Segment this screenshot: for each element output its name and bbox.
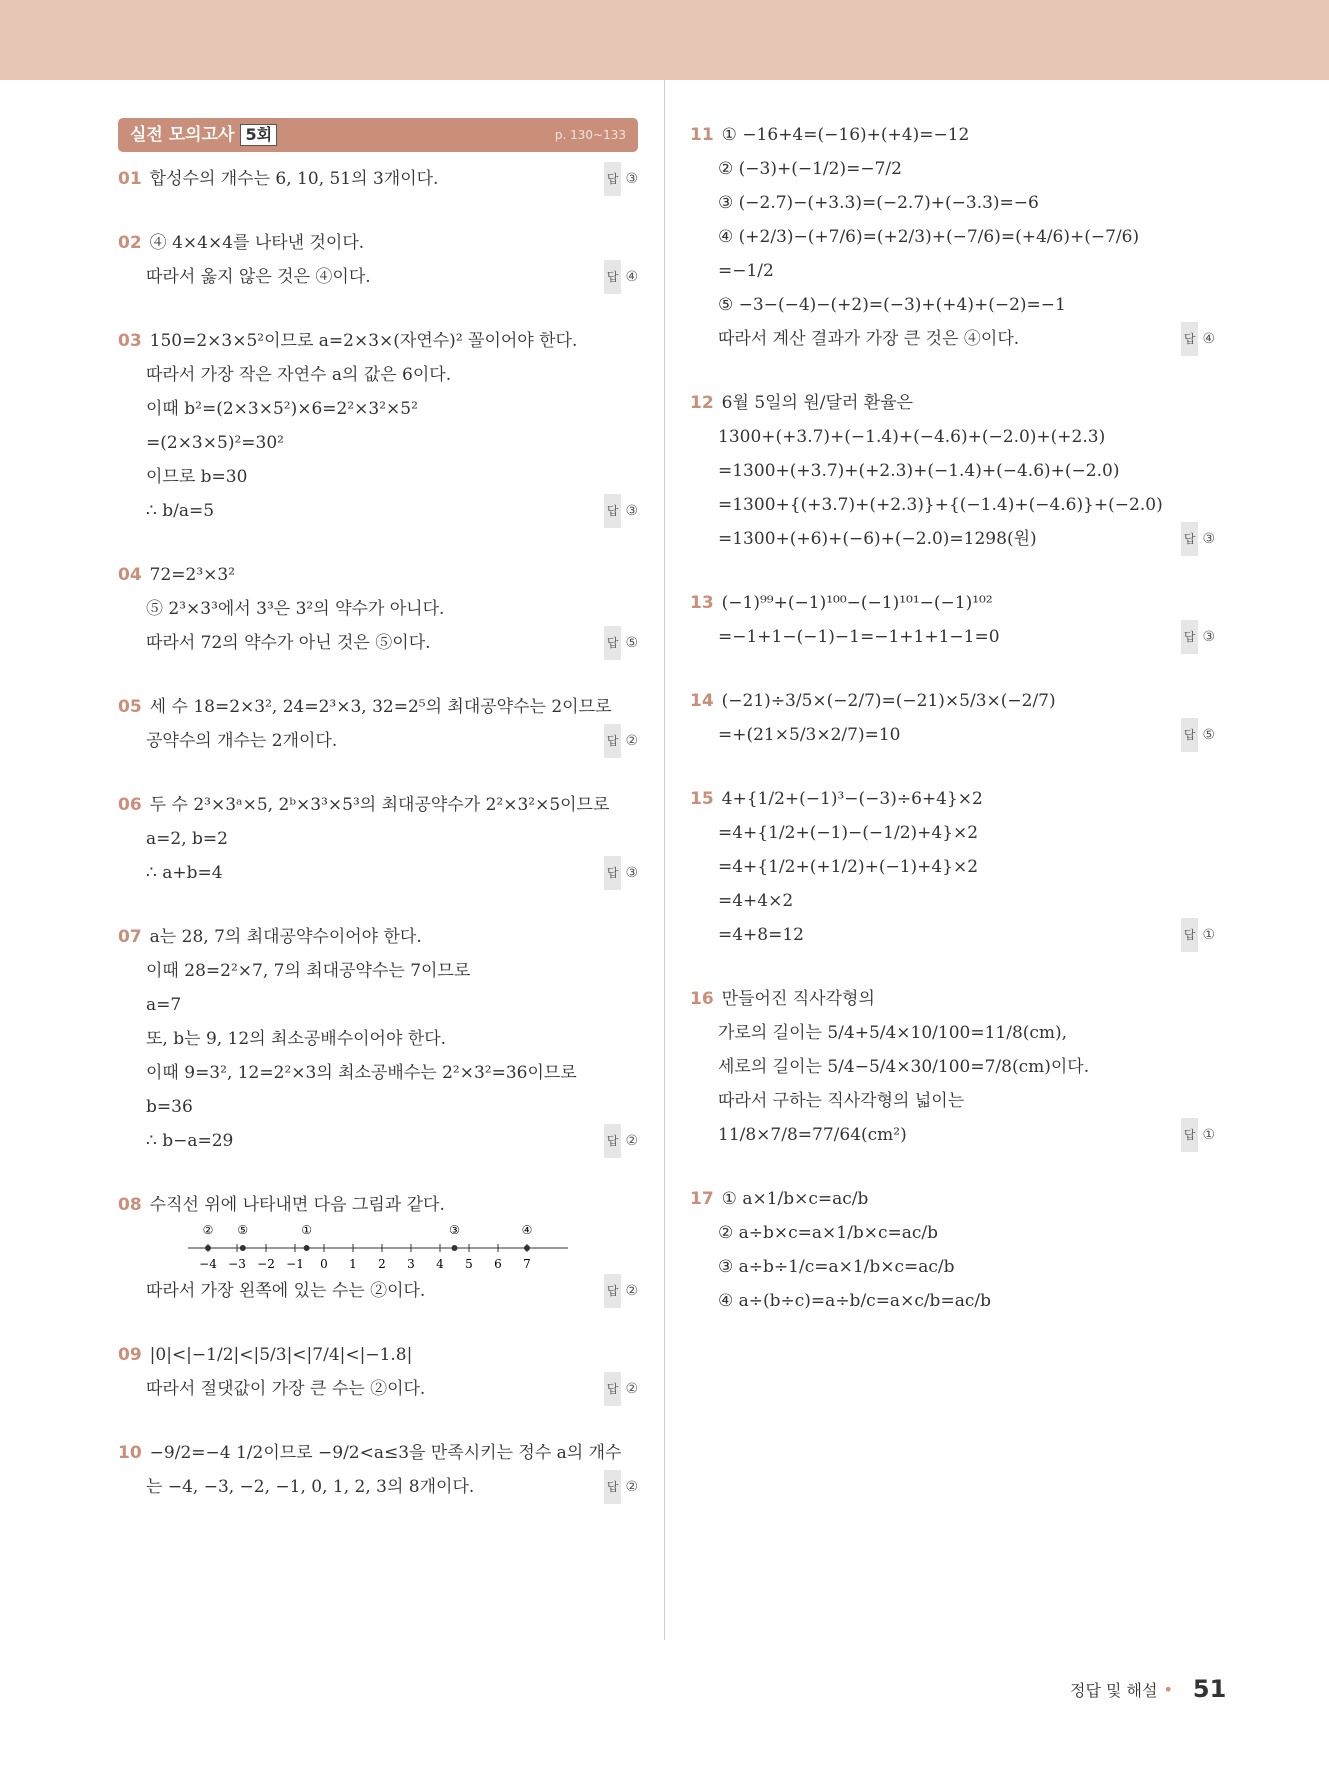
round-badge: 5회 — [240, 124, 277, 146]
problem-number: 13 — [690, 593, 714, 613]
problem-text: 이때 b²=(2×3×5²)×6=2²×3²×5² — [146, 399, 418, 419]
problem-text: (−1)⁹⁹+(−1)¹⁰⁰−(−1)¹⁰¹−(−1)¹⁰² — [721, 593, 993, 613]
problem-text: 따라서 72의 약수가 아닌 것은 ⑤이다. — [146, 633, 431, 653]
answer-box: 답 — [604, 494, 622, 528]
problem-text: =1300+{(+3.7)+(+2.3)}+{(−1.4)+(−4.6)}+(−2.0) — [718, 495, 1163, 515]
problem-17 — [690, 1182, 1215, 1318]
problem-line — [118, 494, 638, 528]
problem-text: 만들어진 직사각형의 — [721, 989, 875, 1009]
problem-text: 가로의 길이는 5/4+5/4×10/100=11/8(cm), — [718, 1023, 1068, 1043]
problem-13 — [690, 586, 1215, 654]
answer-box: 답 — [604, 724, 622, 758]
problem-number: 01 — [118, 169, 142, 189]
problem-line — [118, 1056, 638, 1090]
problem-line — [690, 816, 1215, 850]
problem-text: =−1/2 — [718, 261, 774, 281]
problem-07 — [118, 920, 638, 1158]
problem-line — [690, 454, 1215, 488]
tick-label: 1 — [349, 1257, 357, 1271]
problem-text: =4+4×2 — [718, 891, 794, 911]
problem-06 — [118, 788, 638, 890]
problem-text: 1300+(+3.7)+(−1.4)+(−4.6)+(−2.0)+(+2.3) — [718, 427, 1106, 447]
answer-label — [1181, 1118, 1215, 1152]
point-label: ④ — [521, 1223, 533, 1237]
point-mark — [304, 1245, 310, 1251]
problem-line — [118, 788, 638, 822]
column-divider — [664, 80, 665, 1640]
point-mark — [524, 1245, 530, 1251]
tick-label: −1 — [286, 1257, 304, 1271]
problem-line — [118, 626, 638, 660]
answer-value: ④ — [1202, 331, 1215, 347]
tick-label: 6 — [494, 1257, 502, 1271]
problem-line — [690, 254, 1215, 288]
answer-label — [604, 162, 638, 196]
problem-line — [118, 426, 638, 460]
problem-12 — [690, 386, 1215, 556]
problem-line — [690, 982, 1215, 1016]
problem-text: 150=2×3×5²이므로 a=2×3×(자연수)² 꼴이어야 한다. — [149, 331, 578, 351]
tick-label: −3 — [228, 1257, 246, 1271]
tick-label: 0 — [320, 1257, 328, 1271]
point-label: ⑤ — [237, 1223, 249, 1237]
answer-value: ③ — [625, 865, 638, 881]
problem-line — [690, 322, 1215, 356]
tick-label: 4 — [436, 1257, 444, 1271]
tick-label: −4 — [199, 1257, 217, 1271]
problem-line — [690, 718, 1215, 752]
answer-box: 답 — [604, 1470, 622, 1504]
answer-label — [1181, 718, 1215, 752]
problem-text: 따라서 가장 작은 자연수 a의 값은 6이다. — [146, 365, 452, 385]
problem-line — [118, 724, 638, 758]
answer-value: ② — [625, 1479, 638, 1495]
problem-number: 12 — [690, 393, 714, 413]
problem-text: (−21)÷3/5×(−2/7)=(−21)×5/3×(−2/7) — [721, 691, 1056, 711]
problem-text: ⑤ 2³×3³에서 3³은 3²의 약수가 아니다. — [146, 599, 445, 619]
problem-text: ① −16+4=(−16)+(+4)=−12 — [721, 125, 970, 145]
page-range: p. 130~133 — [554, 128, 626, 142]
answer-box: 답 — [1181, 522, 1199, 556]
problem-line — [118, 690, 638, 724]
answer-value: ⑤ — [1202, 727, 1215, 743]
problem-04 — [118, 558, 638, 660]
problem-line — [118, 1124, 638, 1158]
problem-text: 세 수 18=2×3², 24=2³×3, 32=2⁵의 최대공약수는 2이므로 — [149, 697, 612, 717]
problem-text: =4+{1/2+(−1)−(−1/2)+4}×2 — [718, 823, 979, 843]
problem-line — [690, 1250, 1215, 1284]
answer-label — [604, 626, 638, 660]
problem-16 — [690, 982, 1215, 1152]
problem-text: ∴ b−a=29 — [146, 1131, 234, 1151]
answer-value: ② — [625, 1283, 638, 1299]
answer-label — [604, 260, 638, 294]
problem-text: a=7 — [146, 995, 182, 1015]
problem-text: ⑤ −3−(−4)−(+2)=(−3)+(+4)+(−2)=−1 — [718, 295, 1066, 315]
answer-box: 답 — [1181, 718, 1199, 752]
answer-value: ② — [625, 733, 638, 749]
problem-text: 공약수의 개수는 2개이다. — [146, 731, 338, 751]
problem-line — [118, 460, 638, 494]
left-column — [118, 118, 638, 1534]
problem-line — [118, 1090, 638, 1124]
problem-line — [118, 1436, 638, 1470]
problem-text: =4+{1/2+(+1/2)+(−1)+4}×2 — [718, 857, 979, 877]
problem-15 — [690, 782, 1215, 952]
problem-line — [118, 1470, 638, 1504]
problem-05 — [118, 690, 638, 758]
problem-line — [690, 288, 1215, 322]
problem-text: ③ (−2.7)−(+3.3)=(−2.7)+(−3.3)=−6 — [718, 193, 1039, 213]
problem-text: ② (−3)+(−1/2)=−7/2 — [718, 159, 902, 179]
problem-text: 4+{1/2+(−1)³−(−3)÷6+4}×2 — [721, 789, 983, 809]
problem-line — [690, 152, 1215, 186]
problem-text: a는 28, 7의 최대공약수이어야 한다. — [149, 927, 422, 947]
problem-text: ③ a÷b÷1/c=a×1/b×c=ac/b — [718, 1257, 955, 1277]
answer-value: ① — [1202, 1127, 1215, 1143]
answer-box: 답 — [604, 162, 622, 196]
answer-box: 답 — [604, 1372, 622, 1406]
problem-text: 11/8×7/8=77/64(cm²) — [718, 1125, 907, 1145]
problem-number: 03 — [118, 331, 142, 351]
problem-text: 합성수의 개수는 6, 10, 51의 3개이다. — [149, 169, 439, 189]
footer-label: 정답 및 해설 — [1070, 1680, 1158, 1700]
answer-value: ② — [625, 1133, 638, 1149]
page-number: 51 — [1192, 1675, 1227, 1703]
problem-number: 16 — [690, 989, 714, 1009]
problem-01 — [118, 162, 638, 196]
problem-line — [118, 358, 638, 392]
problem-14 — [690, 684, 1215, 752]
problem-text: 이때 28=2²×7, 7의 최대공약수는 7이므로 — [146, 961, 471, 981]
answer-label — [604, 494, 638, 528]
problem-line — [690, 1118, 1215, 1152]
problem-text: 는 −4, −3, −2, −1, 0, 1, 2, 3의 8개이다. — [146, 1477, 475, 1497]
point-label: ③ — [449, 1223, 460, 1237]
tick-label: 5 — [465, 1257, 473, 1271]
answer-label — [604, 1274, 638, 1308]
tick-label: 3 — [407, 1257, 415, 1271]
section-header — [118, 118, 638, 152]
problem-text: 따라서 가장 왼쪽에 있는 수는 ②이다. — [146, 1281, 426, 1301]
answer-value: ⑤ — [625, 635, 638, 651]
answer-label — [604, 1470, 638, 1504]
problem-line — [118, 1372, 638, 1406]
answer-box: 답 — [604, 260, 622, 294]
problem-line — [690, 386, 1215, 420]
answer-box: 답 — [1181, 322, 1199, 356]
problem-line — [118, 1338, 638, 1372]
problem-08 — [118, 1188, 638, 1308]
problem-text: −9/2=−4 1/2이므로 −9/2<a≤3을 만족시키는 정수 a의 개수 — [149, 1443, 622, 1463]
problem-number: 17 — [690, 1189, 714, 1209]
answer-label — [1181, 918, 1215, 952]
answer-value: ② — [625, 1381, 638, 1397]
problem-line — [118, 392, 638, 426]
point-label: ① — [301, 1223, 312, 1237]
point-mark — [240, 1245, 246, 1251]
answer-box: 답 — [604, 626, 622, 660]
answer-value: ③ — [625, 503, 638, 519]
problem-03 — [118, 324, 638, 528]
answer-label — [1181, 322, 1215, 356]
tick-label: 2 — [378, 1257, 386, 1271]
problem-line — [690, 186, 1215, 220]
problem-number: 07 — [118, 927, 142, 947]
answer-value: ① — [1202, 927, 1215, 943]
problem-line — [690, 118, 1215, 152]
problem-text: 6월 5일의 원/달러 환율은 — [721, 393, 914, 413]
answer-label — [604, 1124, 638, 1158]
tick-label: 7 — [523, 1257, 531, 1271]
left-problems — [118, 162, 638, 1504]
problem-line — [118, 1188, 638, 1222]
problem-text: =1300+(+3.7)+(+2.3)+(−1.4)+(−4.6)+(−2.0) — [718, 461, 1120, 481]
problem-text: |0|<|−1/2|<|5/3|<|7/4|<|−1.8| — [149, 1345, 413, 1365]
problem-text: 따라서 계산 결과가 가장 큰 것은 ④이다. — [718, 329, 1020, 349]
answer-label — [1181, 620, 1215, 654]
problem-text: ∴ a+b=4 — [146, 863, 223, 883]
problem-text: b=36 — [146, 1097, 193, 1117]
problem-line — [690, 220, 1215, 254]
problem-text: a=2, b=2 — [146, 829, 228, 849]
problem-line — [118, 1274, 638, 1308]
problem-line — [690, 918, 1215, 952]
problem-number: 04 — [118, 565, 142, 585]
problem-text: 두 수 2³×3ᵃ×5, 2ᵇ×3³×5³의 최대공약수가 2²×3²×5이므로 — [149, 795, 610, 815]
answer-value: ③ — [625, 171, 638, 187]
answer-box: 답 — [1181, 1118, 1199, 1152]
answer-box: 답 — [604, 1274, 622, 1308]
problem-line — [118, 162, 638, 196]
answer-box: 답 — [604, 1124, 622, 1158]
problem-number: 14 — [690, 691, 714, 711]
problem-line — [118, 558, 638, 592]
point-mark — [205, 1245, 211, 1251]
problem-line — [690, 1050, 1215, 1084]
problem-text: ④ 4×4×4를 나타낸 것이다. — [149, 233, 365, 253]
page-footer — [1070, 1675, 1226, 1703]
problem-line — [690, 420, 1215, 454]
problem-text: 이므로 b=30 — [146, 467, 248, 487]
problem-number: 11 — [690, 125, 714, 145]
problem-number: 05 — [118, 697, 142, 717]
problem-line — [118, 592, 638, 626]
problem-text: ∴ b/a=5 — [146, 501, 215, 521]
problem-line — [118, 226, 638, 260]
footer-dot: • — [1163, 1679, 1173, 1699]
problem-line — [690, 884, 1215, 918]
problem-text: 이때 9=3², 12=2²×3의 최소공배수는 2²×3²=36이므로 — [146, 1063, 577, 1083]
number-line-svg — [178, 1222, 578, 1274]
point-mark — [452, 1245, 458, 1251]
problem-line — [118, 822, 638, 856]
problem-number: 09 — [118, 1345, 142, 1365]
answer-box: 답 — [1181, 918, 1199, 952]
problem-text: 따라서 구하는 직사각형의 넓이는 — [718, 1091, 965, 1111]
problem-line — [690, 1182, 1215, 1216]
problem-line — [690, 684, 1215, 718]
top-band — [0, 0, 1329, 80]
problem-text: 72=2³×3² — [149, 565, 236, 585]
problem-line — [118, 920, 638, 954]
problem-number: 15 — [690, 789, 714, 809]
right-problems — [690, 118, 1215, 1318]
answer-value: ④ — [625, 269, 638, 285]
problem-text: =4+8=12 — [718, 925, 804, 945]
problem-line — [118, 1022, 638, 1056]
answer-box: 답 — [604, 856, 622, 890]
point-label: ② — [202, 1223, 214, 1237]
problem-line — [690, 1216, 1215, 1250]
section-title: 실전 모의고사 — [130, 125, 235, 145]
problem-text: =+(21×5/3×2/7)=10 — [718, 725, 901, 745]
problem-number: 10 — [118, 1443, 142, 1463]
right-column — [690, 118, 1215, 1348]
problem-line — [690, 1084, 1215, 1118]
problem-text: 또, b는 9, 12의 최소공배수이어야 한다. — [146, 1029, 447, 1049]
answer-value: ③ — [1202, 629, 1215, 645]
number-line — [178, 1222, 533, 1274]
problem-text: ② a÷b×c=a×1/b×c=ac/b — [718, 1223, 938, 1243]
problem-text: 수직선 위에 나타내면 다음 그림과 같다. — [149, 1195, 445, 1215]
problem-line — [690, 1016, 1215, 1050]
problem-text: ④ (+2/3)−(+7/6)=(+2/3)+(−7/6)=(+4/6)+(−7/6) — [718, 227, 1140, 247]
problem-text: 세로의 길이는 5/4−5/4×30/100=7/8(cm)이다. — [718, 1057, 1090, 1077]
problem-text: ① a×1/b×c=ac/b — [721, 1189, 869, 1209]
answer-label — [604, 1372, 638, 1406]
problem-line — [690, 850, 1215, 884]
problem-line — [118, 988, 638, 1022]
problem-line — [690, 522, 1215, 556]
problem-line — [118, 260, 638, 294]
problem-text: =(2×3×5)²=30² — [146, 433, 284, 453]
problem-line — [690, 620, 1215, 654]
problem-line — [118, 324, 638, 358]
problem-number: 06 — [118, 795, 142, 815]
problem-09 — [118, 1338, 638, 1406]
problem-number: 02 — [118, 233, 142, 253]
problem-line — [690, 488, 1215, 522]
page-tab-left — [0, 80, 660, 120]
answer-value: ③ — [1202, 531, 1215, 547]
problem-number: 08 — [118, 1195, 142, 1215]
problem-10 — [118, 1436, 638, 1504]
problem-text: =1300+(+6)+(−6)+(−2.0)=1298(원) — [718, 529, 1037, 549]
problem-text: 따라서 옳지 않은 것은 ④이다. — [146, 267, 371, 287]
answer-label — [604, 856, 638, 890]
page-tab-right — [668, 80, 1329, 120]
problem-line — [118, 954, 638, 988]
problem-line — [690, 782, 1215, 816]
problem-02 — [118, 226, 638, 294]
answer-box: 답 — [1181, 620, 1199, 654]
problem-11 — [690, 118, 1215, 356]
answer-label — [604, 724, 638, 758]
problem-text: ④ a÷(b÷c)=a÷b/c=a×c/b=ac/b — [718, 1291, 991, 1311]
problem-text: =−1+1−(−1)−1=−1+1+1−1=0 — [718, 627, 1000, 647]
answer-label — [1181, 522, 1215, 556]
problem-text: 따라서 절댓값이 가장 큰 수는 ②이다. — [146, 1379, 426, 1399]
problem-line — [690, 586, 1215, 620]
tick-label: −2 — [257, 1257, 275, 1271]
problem-line — [690, 1284, 1215, 1318]
problem-line — [118, 856, 638, 890]
